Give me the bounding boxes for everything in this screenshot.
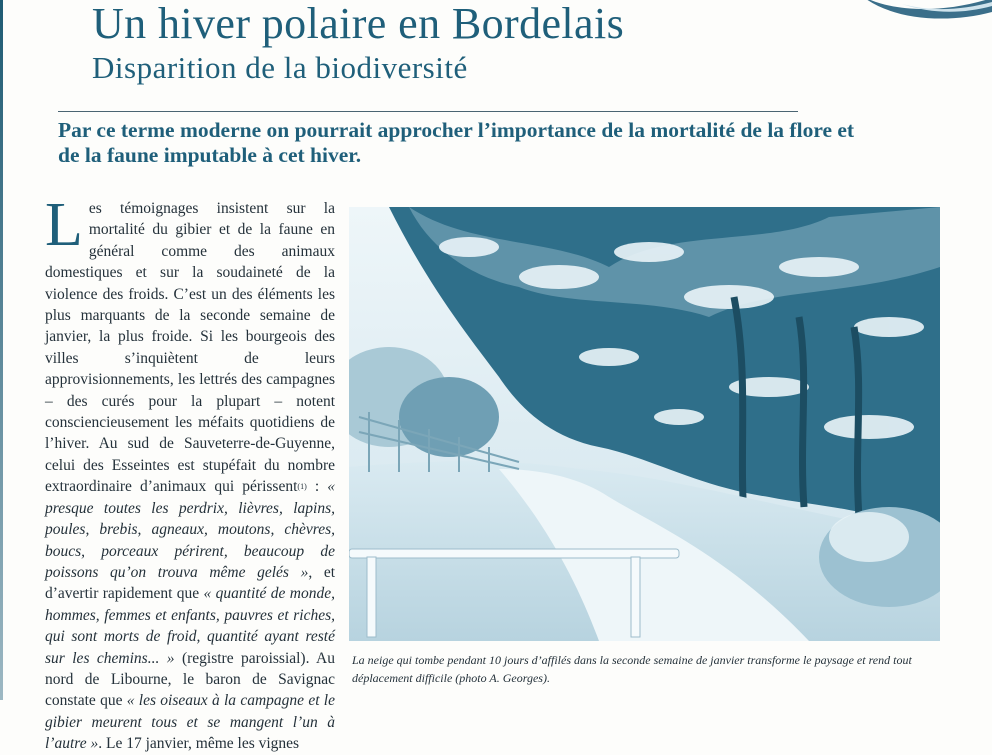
body-text-3: , et d’avertir rapidement que [45, 563, 336, 603]
article-body [45, 191, 336, 755]
page-title: Un hiver polaire en Bordelais [92, 0, 625, 48]
quote-3: « les oiseaux à la campagne et le gibier meurent tous et se mangent l’un à l’autre » [45, 692, 335, 753]
body-text-1: es témoignages insistent sur la mortalité du gibier et de la faune en général comme des animaux domestiques et sur la soudaineté de la violence des froids. C’est un des éléments les plus marquants de la seconde semaine de janvier, la plus froide. Si les bourgeois des villes s’inquiètent de leurs approvisionnements, les lettrés des campagnes – des curés pour la plupart – notent consciencieusement les méfaits quotidiens de l’hiver. Au sud de Sauveterre-de-Guyenne, celui des Esseintes est stupéfait du nombre extraordinaire d’animaux qui périssent [45, 200, 335, 496]
body-text-5: . Le 17 janvier, même les vignes [98, 735, 300, 753]
body-text-4: (registre paroissial). Au nord de Libourne, le baron de Savignac constate que [45, 649, 335, 710]
photo-caption: La neige qui tombe pendant 10 jours d’affilés dans la seconde semaine de janvier transforme le paysage et rend tout déplacement difficile (photo A. Georges). [352, 653, 912, 685]
body-text-2: : [306, 478, 328, 496]
section-divider [58, 111, 798, 112]
snow-landscape-photo [349, 207, 940, 641]
corner-logo [842, 0, 992, 24]
lead-paragraph: Par ce terme moderne on pourrait approcher l’importance de la mortalité de la flore et de la faune imputable à cet hiver. [58, 118, 855, 167]
drop-cap: L [45, 191, 83, 259]
page-edge-bar [0, 0, 3, 700]
quote-1: « presque toutes les perdrix, lièvres, lapins, poules, brebis, agneaux, moutons, chèvres, boucs, porceaux périrent, beaucoup de poissons qu’on trouva même gelés » [45, 478, 335, 581]
page-subtitle: Disparition de la biodiversité [92, 50, 468, 85]
quote-2: « quantité de monde, hommes, femmes et enfants, pauvres et riches, qui sont morts de froid, quantité ayant resté sur les chemins... » [45, 585, 335, 667]
footnote-ref: (1) [297, 482, 307, 492]
